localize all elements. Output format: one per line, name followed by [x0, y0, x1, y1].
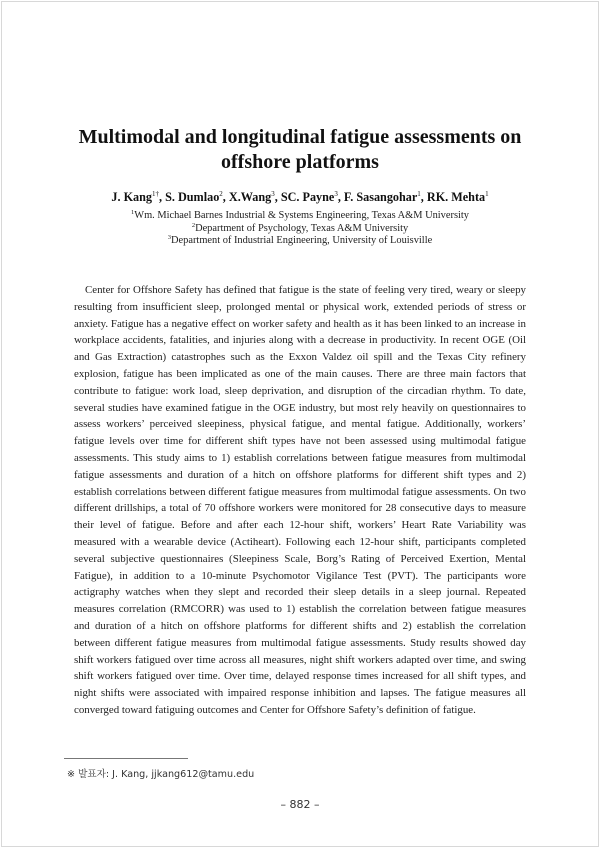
author: [281, 190, 338, 204]
author-affiliation-mark: 1: [417, 190, 421, 198]
author: [111, 190, 159, 204]
affiliation-text: Department of Industrial Engineering, University of Louisville: [171, 235, 433, 247]
author-name: X.Wang: [228, 190, 272, 204]
footnote-divider: [64, 758, 188, 759]
author: [344, 190, 421, 204]
author-list: J. Kang$^{1\dagger}$, S. Dumlao$^2$, X.Wang$^3$, SC. Payne$^3$, F. Sasangohar$^1$, RK. Mehta$^1$: [111, 190, 489, 204]
author-affiliation-mark: 1†: [152, 190, 160, 198]
author-affiliation-mark: 2: [219, 190, 223, 198]
affiliation-mark: 1: [131, 209, 135, 216]
author-affiliation-mark: 3: [334, 190, 338, 198]
affiliation: [60, 235, 540, 248]
affiliation-text: Wm. Michael Barnes Industrial & Systems Engineering, Texas A&M University: [134, 210, 469, 221]
affiliation-list: [60, 210, 540, 248]
paper-title: Multimodal and longitudinal fatigue assessments on offshore platforms: [78, 126, 522, 173]
author: [229, 190, 275, 204]
affiliation: [60, 223, 540, 236]
author-name: SC. Payne: [280, 190, 335, 204]
affiliation-text: Department of Psychology, Texas A&M University: [195, 222, 409, 234]
author: [427, 190, 489, 204]
author-name: S. Dumlao: [165, 190, 220, 204]
author-affiliation-mark: 3: [271, 190, 275, 198]
author: [165, 190, 223, 204]
affiliation-mark: 3: [167, 234, 172, 242]
author-name: F. Sasangohar: [343, 190, 418, 204]
affiliation: [60, 210, 540, 223]
presenter-footnote: ※ 발표자: J. Kang, jjkang612@tamu.edu: [67, 769, 255, 780]
author-affiliation-mark: 1: [485, 190, 489, 198]
author-name: J. Kang: [111, 190, 153, 204]
abstract-text: Center for Offshore Safety has defined that fatigue is the state of feeling very tired, weary or sleepy resulting from insufficient sleep, prolonged mental or physical work, extended periods of stress or anxiety. Fatigue has a negative effect on worker safety and health as it has been linked to an increase in workplace accidents, fatalities, and injuries along with a decrease in productivity. In recent OGE (Oil and Gas Extraction) catastrophes such as the Exxon Valdez oil spill and the Texas City refinery explosion, fatigue has been implicated as one of the main causes. There are three main factors that contribute to fatigue: work load, sleep deprivation, and disruption of the circadian rhythm. To date, several studies have examined fatigue in the OGE industry, but most rely heavily on questionnaires to assess workers’ perceived sleepiness, physical fatigue, and mental fatigue. Additionally, workers’ fatigue levels over time for different shift types have not been assessed using multimodal fatigue assessments. This study aims to 1) establish correlations between fatigue measures from multimodal fatigue assessments and duration of a hitch on offshore platforms for different shift types and 2) establish correlations between different fatigue measures from multimodal fatigue assessments. On two different drillships, a total of 70 offshore workers were monitored for 28 consecutive days to measure their level of fatigue. Before and after each 12-hour shift, workers’ Heart Rate Variability was measured with a wearable device (Actiheart). Following each 12-hour shift, participants completed several subjective questionnaires (Sleepiness Scale, Borg’s Rating of Perceived Exertion, Mental Fatigue), in addition to a 10-minute Psychomotor Vigilance Test (PVT). The participants wore actigraphy watches when they slept and recorded their sleep details in a sleep journal. Repeated measures correlation (RMCORR) was used to 1) establish the correlation between fatigue measures and duration of a hitch on offshore platforms for different shifts and 2) establish the correlation between different fatigue measures from multimodal fatigue assessments. Study results showed day shift workers fatigued over time across all measures, night shift workers adapted over time, and swing shift workers fatigued over time. Over time, delayed response times increased for all shift types, and night shifts were associated with impaired response inhibition and lapses. The fatigue measures all converged toward fatiguing outcomes and Center for Offshore Safety’s definition of fatigue.: [74, 284, 526, 716]
affiliation-mark: 2: [191, 221, 196, 229]
page-number: – 882 –: [280, 798, 320, 811]
author-name: RK. Mehta: [426, 190, 486, 204]
